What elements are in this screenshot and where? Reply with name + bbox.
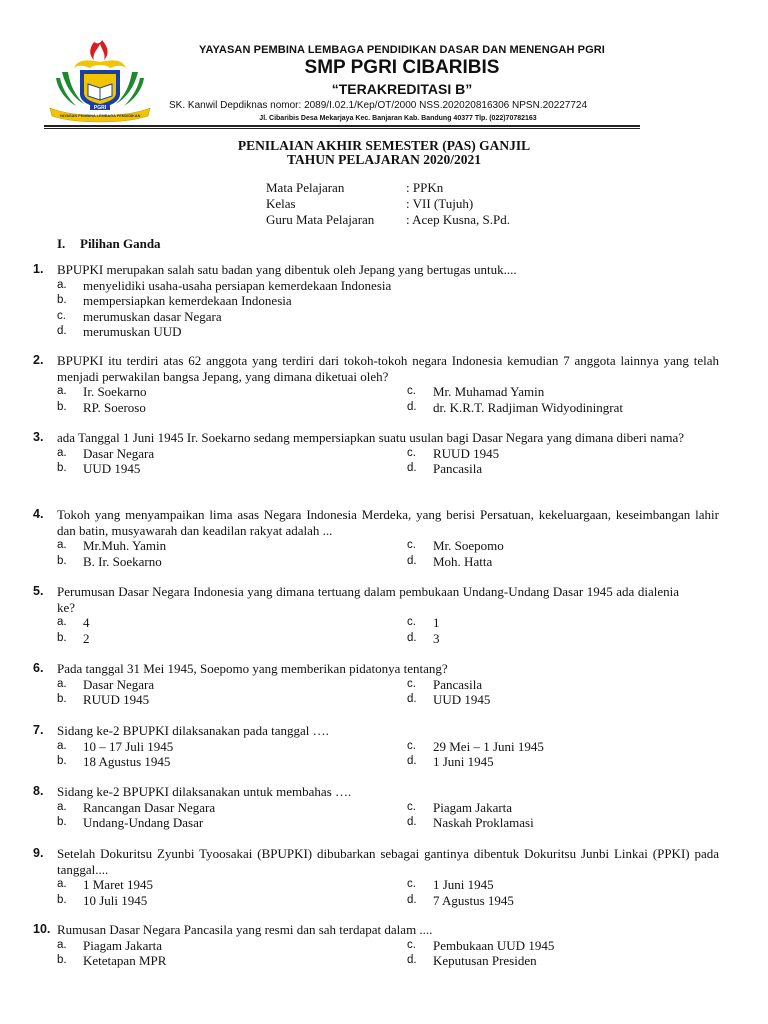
question-text: Perumusan Dasar Negara Indonesia yang dimana tertuang dalam pembukaan Undang-Undang Dasar 1945 ada dialenia ke? <box>57 584 679 615</box>
option-d[interactable] <box>407 815 737 831</box>
question-8 <box>33 784 719 831</box>
option-letter: a. <box>57 616 67 628</box>
option-b[interactable] <box>57 815 397 831</box>
option-letter: c. <box>57 309 66 322</box>
option-letter: d. <box>407 400 417 413</box>
question-number: 2. <box>33 353 44 367</box>
option-b[interactable] <box>57 631 397 647</box>
question-10 <box>33 922 719 969</box>
option-text: 10 – 17 Juli 1945 <box>83 738 174 754</box>
svg-text:PGRI: PGRI <box>93 105 107 111</box>
option-text: 4 <box>83 615 90 630</box>
question-number: 9. <box>33 846 44 860</box>
option-text: Mr.Muh. Yamin <box>83 538 167 553</box>
question-6 <box>33 661 719 708</box>
option-letter: b. <box>57 294 67 306</box>
option-letter: d. <box>407 954 417 966</box>
question-4 <box>33 507 719 569</box>
svg-text:YAYASAN PEMBINA LEMBAGA PENDID: YAYASAN PEMBINA LEMBAGA PENDIDIKAN <box>59 114 141 118</box>
question-options <box>57 446 719 477</box>
option-text: Ir. Soekarno <box>83 384 147 399</box>
question-text: Rumusan Dasar Negara Pancasila yang resmi dan sah terdapat dalam .... <box>57 922 433 937</box>
option-letter: c. <box>407 616 416 628</box>
option-text: 10 Juli 1945 <box>83 892 148 908</box>
info-value: : Acep Kusna, S.Pd. <box>406 212 510 227</box>
question-number: 1. <box>33 262 44 276</box>
letterhead-divider-thin <box>44 128 640 129</box>
option-text: 29 Mei – 1 Juni 1945 <box>433 738 544 754</box>
option-c[interactable] <box>407 938 737 954</box>
question-7 <box>33 723 719 770</box>
option-text: 2 <box>83 630 90 646</box>
option-letter: a. <box>57 938 67 951</box>
option-b[interactable] <box>57 400 397 416</box>
option-letter: c. <box>407 539 416 551</box>
option-c[interactable] <box>407 615 737 631</box>
option-letter: d. <box>407 693 417 705</box>
option-d[interactable] <box>57 324 719 340</box>
info-label: Guru Mata Pelajaran <box>266 212 375 227</box>
option-text: 1 <box>433 615 440 630</box>
option-d[interactable] <box>407 554 737 570</box>
option-letter: b. <box>57 893 67 906</box>
info-value: : VII (Tujuh) <box>406 196 474 211</box>
option-d[interactable] <box>407 461 737 477</box>
option-letter: a. <box>57 739 67 752</box>
question-5 <box>33 584 719 646</box>
question-options <box>57 538 719 569</box>
option-letter: c. <box>407 677 416 690</box>
option-letter: a. <box>57 278 67 291</box>
option-letter: a. <box>57 385 67 397</box>
letterhead-divider <box>44 125 640 127</box>
option-a[interactable] <box>57 446 397 462</box>
option-c[interactable] <box>407 877 737 893</box>
option-letter: c. <box>407 739 416 752</box>
foundation-name: YAYASAN PEMBINA LEMBAGA PENDIDIKAN DASAR DAN MENENGAH PGRI <box>199 44 605 56</box>
option-text: 18 Agustus 1945 <box>83 754 171 769</box>
info-label: Kelas <box>266 196 296 211</box>
option-letter: b. <box>57 554 67 567</box>
question-options <box>57 384 719 415</box>
option-text: menyelidiki usaha-usaha persiapan kemerdekaan Indonesia <box>83 277 392 293</box>
option-letter: b. <box>57 462 67 474</box>
section-number: I. <box>57 236 66 251</box>
section-title: Pilihan Ganda <box>80 236 161 251</box>
option-letter: c. <box>407 446 416 459</box>
option-c[interactable] <box>407 446 737 462</box>
option-letter: d. <box>57 325 67 337</box>
info-label: Mata Pelajaran <box>266 180 345 195</box>
option-text: 7 Agustus 1945 <box>433 892 514 908</box>
option-letter: d. <box>407 631 417 644</box>
option-a[interactable] <box>57 877 397 893</box>
question-number: 7. <box>33 723 44 737</box>
option-c[interactable] <box>407 739 737 755</box>
option-letter: d. <box>407 893 417 906</box>
option-text: Pancasila <box>433 461 483 476</box>
question-options <box>57 938 719 969</box>
question-1 <box>33 262 719 340</box>
question-number: 8. <box>33 784 44 798</box>
option-d[interactable] <box>407 400 737 416</box>
question-options <box>57 677 719 708</box>
option-text: Mr. Soepomo <box>433 538 504 553</box>
option-a[interactable] <box>57 538 397 554</box>
question-options <box>57 877 719 908</box>
option-letter: d. <box>407 755 417 767</box>
option-text: Pembukaan UUD 1945 <box>433 937 555 953</box>
option-a[interactable] <box>57 677 397 693</box>
option-text: UUD 1945 <box>83 461 141 476</box>
option-text: Dasar Negara <box>83 445 155 461</box>
option-text: merumuskan UUD <box>83 324 182 339</box>
question-3 <box>33 430 719 477</box>
question-number: 4. <box>33 507 44 521</box>
option-c[interactable] <box>407 800 737 816</box>
option-a[interactable] <box>57 739 397 755</box>
option-text: Ketetapan MPR <box>83 953 167 968</box>
option-letter: b. <box>57 755 67 767</box>
accreditation: “TERAKREDITASI B” <box>331 81 473 97</box>
option-letter: c. <box>407 878 416 890</box>
option-text: Piagam Jakarta <box>83 937 163 953</box>
question-2 <box>33 353 719 415</box>
option-text: Pancasila <box>433 676 483 692</box>
option-text: RUUD 1945 <box>83 692 150 707</box>
option-letter: a. <box>57 878 67 890</box>
option-d[interactable] <box>407 893 737 909</box>
option-c[interactable] <box>57 309 719 325</box>
question-options <box>57 278 719 340</box>
question-text: Pada tanggal 31 Mei 1945, Soepomo yang memberikan pidatonya tentang? <box>57 661 448 676</box>
option-b[interactable] <box>57 461 397 477</box>
option-d[interactable] <box>407 692 737 708</box>
option-text: UUD 1945 <box>433 692 491 707</box>
option-text: Piagam Jakarta <box>433 799 513 815</box>
option-text: B. Ir. Soekarno <box>83 553 162 569</box>
question-options <box>57 739 719 770</box>
question-text: BPUPKI merupakan salah satu badan yang dibentuk oleh Jepang yang bertugas untuk.... <box>57 262 517 277</box>
option-letter: d. <box>407 554 417 567</box>
question-number: 10. <box>33 922 51 936</box>
question-text: Sidang ke-2 BPUPKI dilaksanakan pada tanggal …. <box>57 723 329 738</box>
option-text: Naskah Proklamasi <box>433 815 534 830</box>
option-letter: b. <box>57 816 67 828</box>
option-d[interactable] <box>407 953 737 969</box>
option-text: RP. Soeroso <box>83 399 146 415</box>
option-c[interactable] <box>407 538 737 554</box>
option-b[interactable] <box>57 692 397 708</box>
option-text: Undang-Undang Dasar <box>83 815 204 830</box>
option-letter: a. <box>57 800 67 813</box>
school-name: SMP PGRI CIBARIBIS <box>304 57 500 78</box>
option-c[interactable] <box>407 384 737 400</box>
exam-title: PENILAIAN AKHIR SEMESTER (PAS) GANJIL <box>237 138 531 153</box>
question-text: Tokoh yang menyampaikan lima asas Negara Indonesia Merdeka, yang berisi Persatuan, kekeluargaan, keseimbangan lahir dan batin, musyawarah dan keadilan rakyat adalah ... <box>57 507 719 538</box>
option-d[interactable] <box>407 631 737 647</box>
option-a[interactable] <box>57 278 719 294</box>
option-letter: a. <box>57 677 67 690</box>
option-letter: b. <box>57 693 67 705</box>
option-text: Rancangan Dasar Negara <box>83 799 216 815</box>
option-c[interactable] <box>407 677 737 693</box>
option-letter: d. <box>407 462 417 474</box>
option-text: dr. K.R.T. Radjiman Widyodiningrat <box>433 399 624 415</box>
option-letter: b. <box>57 400 67 413</box>
option-text: RUUD 1945 <box>433 445 500 461</box>
option-b[interactable] <box>57 893 397 909</box>
registration-numbers: SK. Kanwil Depdiknas nomor: 2089/I.02.1/Kep/OT/2000 NSS.202020816306 NPSN.20227724 <box>169 100 588 111</box>
option-letter: c. <box>407 800 416 813</box>
option-a[interactable] <box>57 384 397 400</box>
option-letter: a. <box>57 446 67 459</box>
option-letter: d. <box>407 816 417 828</box>
question-number: 6. <box>33 661 44 675</box>
exam-year: TAHUN PELAJARAN 2020/2021 <box>286 152 481 167</box>
option-a[interactable] <box>57 938 397 954</box>
question-number: 3. <box>33 430 44 444</box>
option-a[interactable] <box>57 800 397 816</box>
question-text: ada Tanggal 1 Juni 1945 Ir. Soekarno sedang mempersiapkan suatu usulan bagi Dasar Negara yang dimana diberi nama? <box>57 430 684 445</box>
option-text: 1 Maret 1945 <box>83 877 154 892</box>
option-letter: a. <box>57 539 67 551</box>
pgri-logo <box>44 38 156 124</box>
option-d[interactable] <box>407 754 737 770</box>
option-b[interactable] <box>57 554 397 570</box>
option-text: 3 <box>433 630 440 646</box>
option-letter: b. <box>57 631 67 644</box>
question-text: Setelah Dokuritsu Zyunbi Tyoosakai (BPUPKI) dibubarkan sebagai gantinya dibentuk Dokuritsu Junbi Linkai (PPKI) pada tanggal.... <box>57 846 719 877</box>
option-text: Dasar Negara <box>83 676 155 692</box>
option-b[interactable] <box>57 953 397 969</box>
option-letter: c. <box>407 938 416 951</box>
question-number: 5. <box>33 584 44 598</box>
option-text: 1 Juni 1945 <box>433 877 494 892</box>
question-options <box>57 615 719 646</box>
option-text: Keputusan Presiden <box>433 953 537 968</box>
option-b[interactable] <box>57 754 397 770</box>
option-b[interactable] <box>57 293 719 309</box>
option-text: Mr. Muhamad Yamin <box>433 384 545 399</box>
option-a[interactable] <box>57 615 397 631</box>
option-text: Moh. Hatta <box>433 553 493 569</box>
option-text: mempersiapkan kemerdekaan Indonesia <box>83 293 292 308</box>
option-letter: c. <box>407 385 416 397</box>
info-value: : PPKn <box>406 180 444 195</box>
question-text: Sidang ke-2 BPUPKI dilaksanakan untuk membahas …. <box>57 784 352 799</box>
option-text: merumuskan dasar Negara <box>83 308 222 324</box>
option-text: 1 Juni 1945 <box>433 754 494 769</box>
option-letter: b. <box>57 954 67 966</box>
school-address: Jl. Cibaribis Desa Mekarjaya Kec. Banjaran Kab. Bandung 40377 Tlp. (022)70782163 <box>259 115 537 122</box>
question-options <box>57 800 719 831</box>
question-text: BPUPKI itu terdiri atas 62 anggota yang terdiri dari tokoh-tokoh negara Indonesia kemudian 7 anggota lainnya yang telah menjadi perwakilan bangsa Jepang, yang dimana diketuai oleh? <box>57 353 719 384</box>
question-9 <box>33 846 719 908</box>
